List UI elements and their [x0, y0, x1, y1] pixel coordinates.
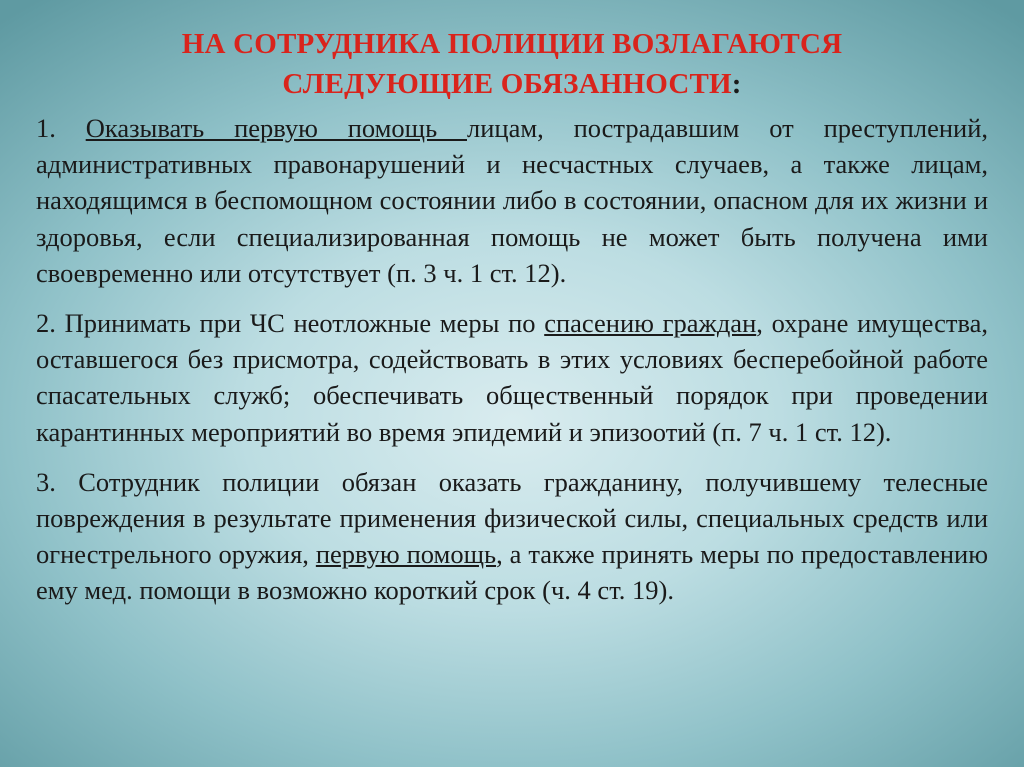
item-text: лицам, пострадавшим от преступлений, административных правонарушений и несчастных случаев, а также лицам, находящимся в беспомощном состоянии либо в состоянии, опасном для их жизни и здоровья, если специализированная помощь не может быть получена ими своевременно или отсутствует (п. 3 ч. 1 ст. 12).: [36, 113, 989, 288]
title-line-2-text: СЛЕДУЮЩИЕ ОБЯЗАННОСТИ: [282, 68, 732, 100]
item-text-after: , охране имущества, оставшегося без присмотра, содействовать в этих условиях бесперебойной работе спасательных служб; обеспечивать общественный порядок при проведении карантинных мероприятий во время эпидемий и эпизоотий (п. 7 ч. 1 ст. 12).: [36, 308, 988, 447]
item-underlined-text: Оказывать первую помощь: [85, 113, 467, 143]
duty-item-2: [36, 305, 988, 450]
slide-title: [36, 24, 988, 104]
item-number: 1.: [36, 113, 86, 143]
item-number: 2.: [36, 308, 65, 339]
title-line-1: НА СОТРУДНИКА ПОЛИЦИИ ВОЗЛАГАЮТСЯ: [181, 28, 843, 60]
item-underlined-text: первую помощь: [315, 539, 497, 570]
duty-item-3: [36, 464, 988, 609]
item-underlined-text: спасению граждан: [544, 308, 757, 339]
item-text-before: Принимать при ЧС неотложные меры по: [64, 308, 545, 339]
duty-item-1: [36, 110, 988, 291]
item-text-after: , а также принять меры по предоставлению ему мед. помощи в возможно короткий срок (ч. 4 ст. 19).: [36, 539, 988, 606]
item-number: 3.: [36, 466, 79, 497]
title-line-2: [36, 64, 988, 104]
title-colon: :: [731, 68, 742, 100]
item-text-before: Сотрудник полиции обязан оказать гражданину, получившему телесные повреждения в результате применения физической силы, специальных средств или огнестрельного оружия,: [36, 466, 988, 570]
